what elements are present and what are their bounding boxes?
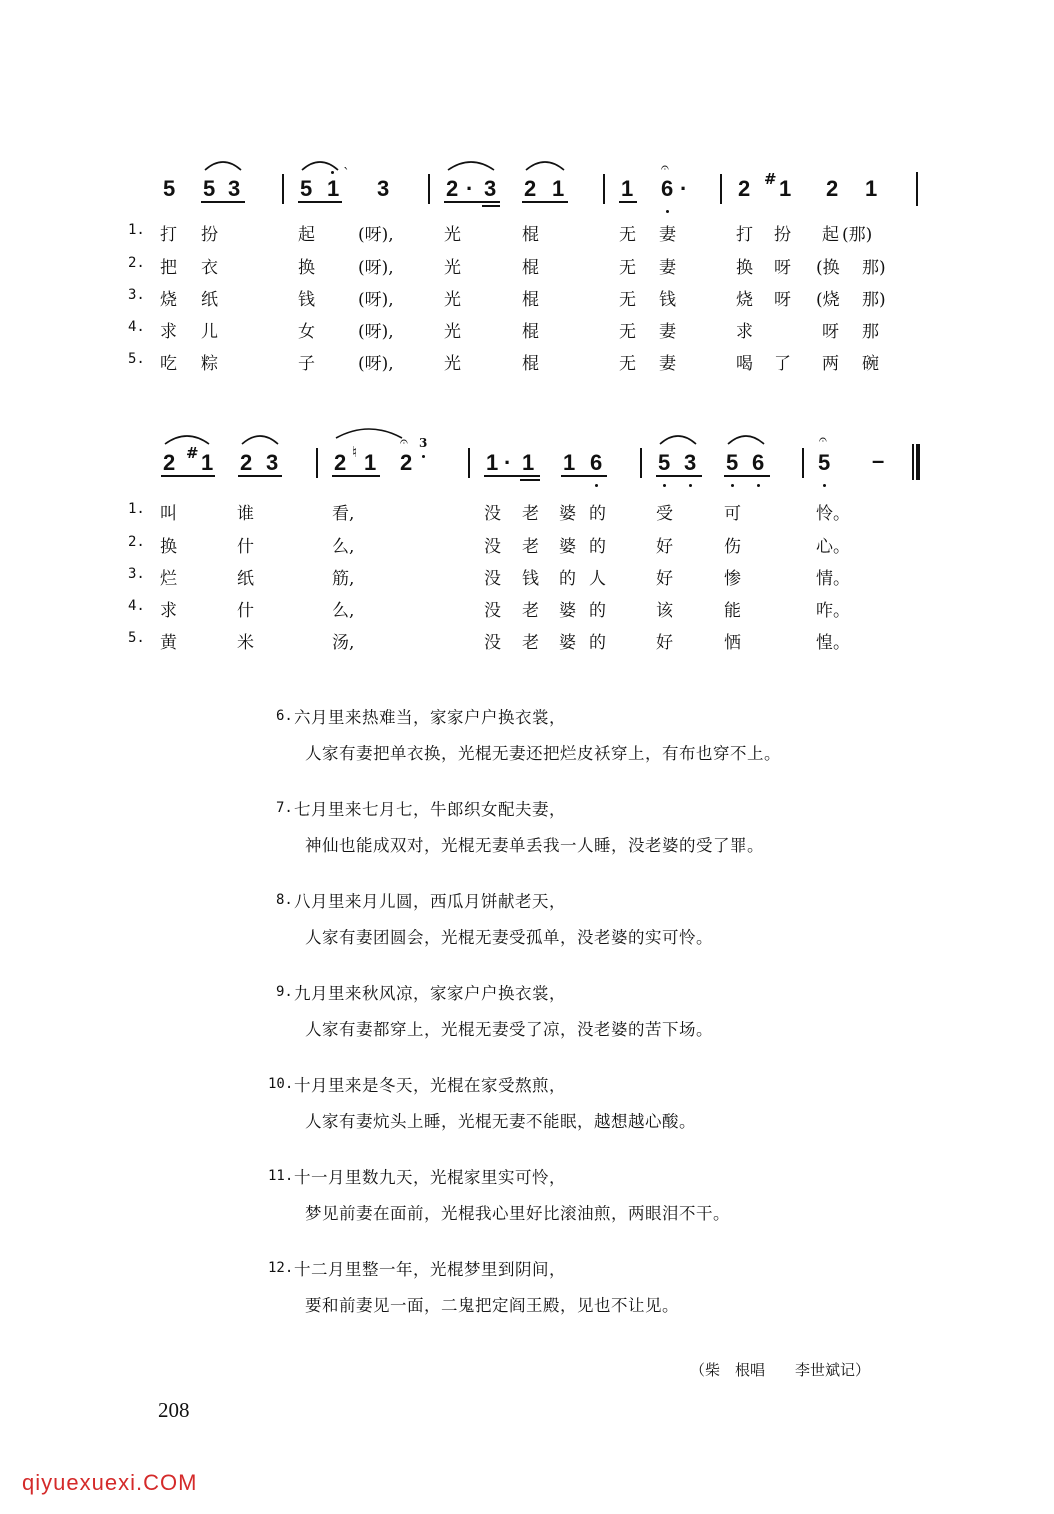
verse-number: 10. — [268, 1076, 294, 1092]
watermark-text: qiyuexuexi.COM — [22, 1470, 198, 1495]
note: 5 — [658, 450, 671, 475]
note: 5 — [203, 176, 216, 201]
underline-beam — [161, 475, 215, 477]
verse-number: 8. — [276, 892, 293, 908]
grace-note: 3 — [419, 436, 428, 450]
note: 1 — [563, 450, 576, 475]
credit-line: （柴 根唱 李世斌记） — [690, 1361, 871, 1379]
note: 3 — [484, 176, 497, 201]
underline-beam — [619, 201, 637, 203]
note: 5 — [163, 176, 176, 201]
note: 2 — [524, 176, 537, 201]
slur — [658, 432, 698, 446]
note: 1 — [522, 450, 535, 475]
verse-number: 7. — [276, 800, 293, 816]
sharp-sign: # — [186, 444, 199, 462]
note: 6 — [661, 176, 674, 201]
note: 2 — [446, 176, 459, 201]
final-barline-thin — [912, 444, 914, 480]
octave-dot-low — [731, 484, 734, 487]
underline-beam — [201, 201, 245, 203]
verse-line: 神仙也能成双对，光棍无妻单丢我一人睡，没老婆的受了罪。 — [305, 836, 764, 855]
underline-beam — [238, 475, 282, 477]
verse-line: 人家有妻炕头上睡，光棍无妻不能眠，越想越心酸。 — [305, 1112, 696, 1131]
octave-dot-low — [666, 210, 669, 213]
verse-line: 七月里来七月七，牛郎织女配夫妻， — [294, 800, 566, 819]
slur — [300, 158, 340, 172]
octave-dot-low — [823, 484, 826, 487]
note: 3 — [684, 450, 697, 475]
slur — [726, 432, 766, 446]
verse-number: 11. — [268, 1168, 294, 1184]
slur — [446, 158, 496, 172]
octave-dot-low — [757, 484, 760, 487]
verse-number: 9. — [276, 984, 293, 1000]
octave-dot-low — [689, 484, 692, 487]
fermata: 𝄐 — [661, 160, 669, 176]
underline-beam — [482, 205, 500, 207]
note: 1 — [201, 450, 214, 475]
note: 2 — [400, 450, 413, 475]
barline — [428, 174, 430, 204]
underline-beam — [561, 475, 607, 477]
underline-beam — [724, 475, 770, 477]
note: 3 — [266, 450, 279, 475]
barline — [603, 174, 605, 204]
note: · — [466, 176, 474, 201]
barline — [720, 174, 722, 204]
note: 3 — [377, 176, 390, 201]
slur — [163, 432, 211, 446]
note: 1 — [364, 450, 377, 475]
barline — [468, 448, 470, 478]
slur — [203, 158, 243, 172]
note: 5 — [726, 450, 739, 475]
note: 2 — [738, 176, 751, 201]
note: 3 — [228, 176, 241, 201]
fermata: 𝄐 — [400, 434, 408, 450]
verse-line: 十一月里数九天，光棍家里实可怜， — [294, 1168, 566, 1187]
note: 5 — [818, 450, 831, 475]
octave-dot-low — [663, 484, 666, 487]
slur — [524, 158, 566, 172]
slur — [334, 424, 404, 440]
barline — [316, 448, 318, 478]
verse-line: 九月里来秋风凉，家家户户换衣裳， — [294, 984, 566, 1003]
watermark — [22, 1470, 197, 1496]
note: 1 — [621, 176, 634, 201]
verse-line: 六月里来热难当，家家户户换衣裳， — [294, 708, 566, 727]
page-number: 208 — [158, 1398, 190, 1422]
note: · — [504, 450, 512, 475]
verse-line: 八月里来月儿圆，西瓜月饼献老天， — [294, 892, 566, 911]
verse-line: 十月里来是冬天，光棍在家受熬煎， — [294, 1076, 566, 1095]
underline-beam — [520, 479, 540, 481]
verse-number: 6. — [276, 708, 293, 724]
barline — [802, 448, 804, 478]
barline — [916, 172, 918, 206]
note: 1 — [327, 176, 340, 201]
note: 6 — [752, 450, 765, 475]
underline-beam — [332, 475, 380, 477]
underline-beam — [522, 201, 568, 203]
verse-line: 要和前妻见一面，二鬼把定阎王殿，见也不让见。 — [305, 1296, 679, 1315]
underline-beam — [484, 475, 540, 477]
dash: – — [872, 448, 885, 473]
verse-line: 人家有妻团圆会，光棍无妻受孤单，没老婆的实可怜。 — [305, 928, 713, 947]
note: 2 — [826, 176, 839, 201]
breath-mark: ` — [343, 166, 350, 182]
underline-beam — [656, 475, 702, 477]
underline-beam — [444, 201, 500, 203]
natural-sign: ♮ — [352, 443, 358, 461]
octave-dot-low — [595, 484, 598, 487]
final-barline-thick — [916, 444, 920, 480]
slur — [240, 432, 280, 446]
barline — [282, 174, 284, 204]
note: 6 — [590, 450, 603, 475]
note: 5 — [300, 176, 313, 201]
note: 1 — [779, 176, 792, 201]
fermata: 𝄐 — [819, 432, 827, 448]
note: 2 — [334, 450, 347, 475]
verse-line: 十二月里整一年，光棍梦里到阴间， — [294, 1260, 566, 1279]
verse-number: 12. — [268, 1260, 294, 1276]
verse-line: 人家有妻都穿上，光棍无妻受了凉，没老婆的苦下场。 — [305, 1020, 713, 1039]
verse-line: 梦见前妻在面前，光棍我心里好比滚油煎，两眼泪不干。 — [305, 1204, 730, 1223]
note: · — [680, 176, 688, 201]
verse-line: 人家有妻把单衣换，光棍无妻还把烂皮袄穿上，有布也穿不上。 — [305, 744, 781, 763]
note: 1 — [552, 176, 565, 201]
underline-beam — [298, 201, 342, 203]
note: 1 — [486, 450, 499, 475]
sharp-sign: # — [764, 170, 777, 188]
octave-dot — [422, 455, 425, 458]
note: 1 — [865, 176, 878, 201]
note: 2 — [240, 450, 253, 475]
barline — [640, 448, 642, 478]
note: 2 — [163, 450, 176, 475]
